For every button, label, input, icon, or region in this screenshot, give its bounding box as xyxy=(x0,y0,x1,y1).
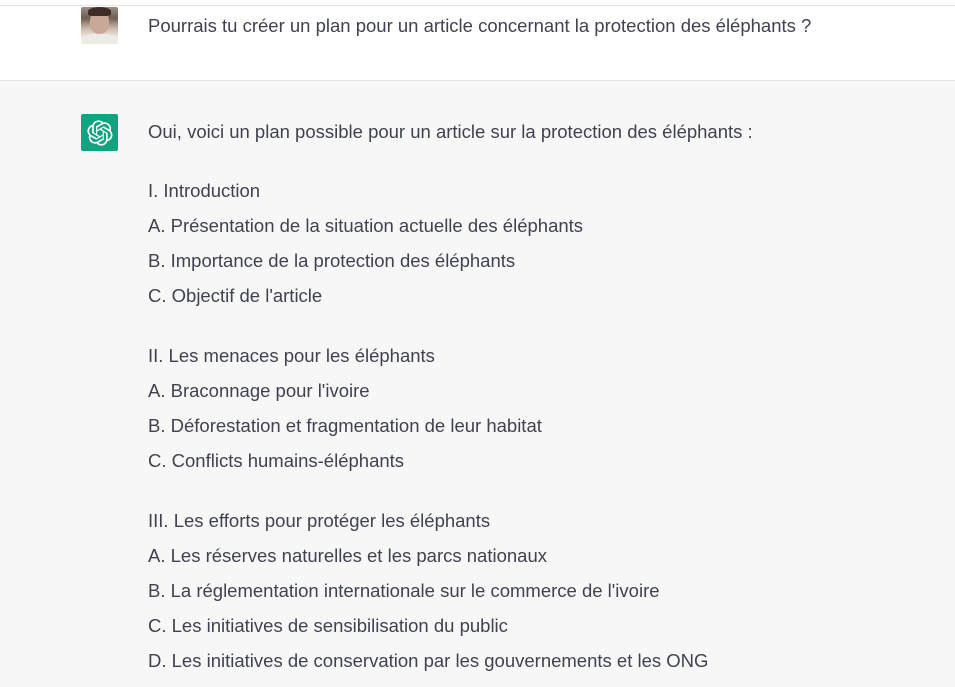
plan-section-efforts xyxy=(148,503,708,678)
section-heading: III. Les efforts pour protéger les éléphants xyxy=(148,510,491,531)
section-heading: I. Introduction xyxy=(148,180,261,201)
plan-section-threats xyxy=(148,338,708,478)
section-item: A. Les réserves naturelles et les parcs nationaux xyxy=(148,545,547,566)
user-avatar xyxy=(81,7,118,44)
section-item: C. Objectif de l'article xyxy=(148,285,323,306)
section-item: B. La réglementation internationale sur le commerce de l'ivoire xyxy=(148,580,660,601)
section-item: C. Les initiatives de sensibilisation du public xyxy=(148,615,508,636)
section-heading: II. Les menaces pour les éléphants xyxy=(148,345,435,366)
section-item: C. Conflicts humains-éléphants xyxy=(148,450,405,471)
assistant-message xyxy=(0,81,955,687)
section-item: D. Les initiatives de conservation par les gouvernements et les ONG xyxy=(148,650,709,671)
avatar-hair xyxy=(88,7,111,16)
avatar-shirt xyxy=(83,34,116,44)
user-message-text: Pourrais tu créer un plan pour un article concernant la protection des éléphants ? xyxy=(148,15,812,36)
section-item: B. Importance de la protection des éléphants xyxy=(148,250,516,271)
section-item: A. Présentation de la situation actuelle des éléphants xyxy=(148,215,584,236)
assistant-avatar xyxy=(81,114,118,151)
user-message xyxy=(0,6,955,81)
plan-section-introduction xyxy=(148,173,708,313)
openai-logo-icon xyxy=(87,120,113,146)
assistant-intro-text: Oui, voici un plan possible pour un article sur la protection des éléphants : xyxy=(148,121,753,142)
section-item: A. Braconnage pour l'ivoire xyxy=(148,380,370,401)
article-plan xyxy=(148,173,708,687)
section-item: B. Déforestation et fragmentation de leur habitat xyxy=(148,415,542,436)
